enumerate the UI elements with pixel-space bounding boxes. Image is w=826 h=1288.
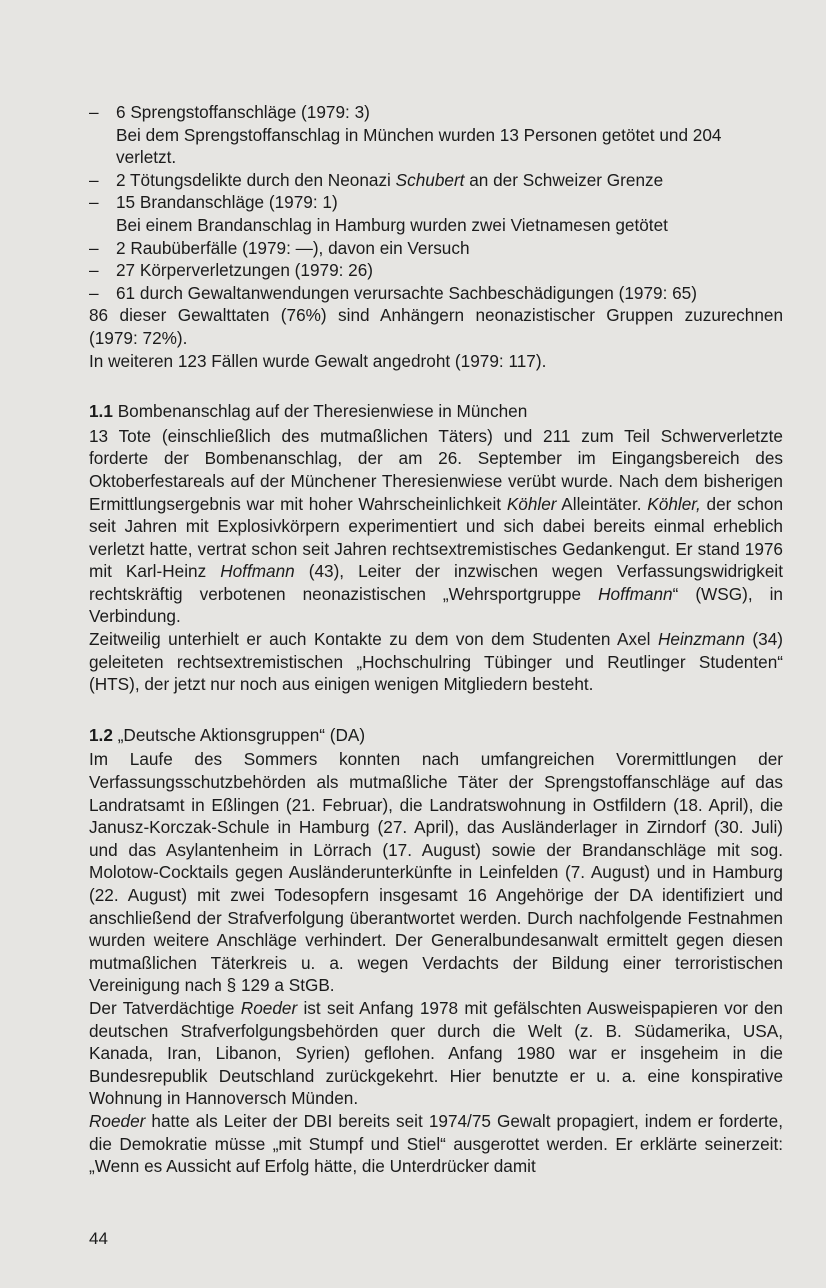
person-name: Köhler, [647,493,701,514]
body-paragraph: Roeder hatte als Leiter der DBI bereits seit 1974/75 Gewalt propagiert, indem er forderte, die Demokratie müsse „mit Stumpf und Stiel“ ausgerottet werden. Er erklärte seinerzeit: „Wenn es Aussicht auf Erfolg hätte, die Unterdrücker damit [89,1110,783,1177]
person-name: Hoffmann [598,583,673,604]
section-title: Bombenanschlag auf der Theresienwiese in München [117,401,528,422]
list-item-detail: Bei dem Sprengstoffanschlag in München wurden 13 Personen getötet und 204 verletzt. [116,124,722,168]
section-heading [89,400,783,423]
list-item: – 15 Brandanschläge (1979: 1) [89,192,338,213]
body-paragraph: Zeitweilig unterhielt er auch Kontakte zu dem von dem Studenten Axel Heinzmann (34) geleiteten rechtsextremistischen „Hochschulring Tübinger und Reutlinger Studenten“ (HTS), der jetzt nur noch aus einigen wenigen Mitgliedern besteht. [89,629,784,695]
list-item-detail: Bei einem Brandanschlag in Hamburg wurden zwei Vietnamesen getötet [116,214,668,235]
section-number: 1.1 [89,401,113,422]
person-name: Köhler [506,493,557,514]
body-paragraph: Der Tatverdächtige Roeder ist seit Anfang 1978 mit gefälschten Ausweispapieren vor den deutschen Strafverfolgungsbehörden quer durch die Welt (z. B. Südamerika, USA, Kanada, Iran, Libanon, Syrien) geflohen. Anfang 1980 war er insgeheim in die Bundesrepublik Deutschland zurückgekehrt. Hier benutzte er u. a. eine konspirative Wohnung in Hannoversch Münden. [89,997,783,1109]
section-number: 1.2 [89,724,113,745]
body-paragraph: 13 Tote (einschließlich des mutmaßlichen Täters) und 211 zum Teil Schwerverletzte forderte der Bombenanschlag, der am 26. September im Eingangsbereich des Oktoberfestareals auf der Münchener Theresienwiese verübt wurde. Nach dem bisherigen Ermittlungsergebnis war mit hoher Wahrscheinlichkeit Köhler Alleintäter. Köhler, der schon seit Jahren mit Explosivkörpern experimentiert und sich dabei bereits einmal erheblich verletzt hatte, vertrat schon seit Jahren rechtsextremistisches Gedankengut. Er stand 1976 mit Karl-Heinz Hoffmann (43), Leiter der inzwischen wegen Verfassungswidrigkeit rechtskräftig verbotenen neonazistischen „Wehrsportgruppe Hoffmann“ (WSG), in Verbindung. [89,425,783,627]
list-item: – 6 Sprengstoffanschläge (1979: 3) [89,102,370,122]
list-item: – 27 Körperverletzungen (1979: 26) [89,260,374,281]
list-item: – 61 durch Gewaltanwendungen verursachte Sachbeschädigungen (1979: 65) [89,282,697,303]
summary-paragraph: 86 dieser Gewalttaten (76%) sind Anhängern neonazistischer Gruppen zuzurechnen (1979: 72%). [89,305,783,348]
person-name: Hoffmann [220,561,295,582]
page-content [89,101,783,1178]
section-heading [89,724,783,747]
section-title: „Deutsche Aktionsgruppen“ (DA) [117,724,366,745]
person-name: Roeder [89,1110,146,1131]
list-item: – 2 Raubüberfälle (1979: —), davon ein Versuch [89,237,470,258]
person-name: Heinzmann [657,629,745,650]
body-paragraph: Im Laufe des Sommers konnten nach umfangreichen Vorermittlungen der Verfassungsschutzbehörden als mutmaßliche Täter der Sprengstoffanschläge auf das Landratsamt in Eßlingen (21. Februar), die Landratswohnung in Ostfildern (18. April), die Janusz-Korczak-Schule in Hamburg (27. April), das Ausländerlager in Zirndorf (30. Juli) und das Asylantenheim in Lörrach (17. August) sowie der Brandanschläge mit sog. Molotow-Cocktails gegen Ausländerunterkünfte in Leinfelden (7. August) und in Hamburg (22. August) mit zwei Todesopfern insgesamt 16 Angehörige der DA identifiziert und anschließend der Strafverfolgung überantwortet werden. Durch nachfolgende Festnahmen wurden weitere Anschläge verhindert. Der Generalbundesanwalt ermittelt gegen diesen mutmaßlichen Täterkreis u. a. wegen Verdachts der Bildung einer terroristischen Vereinigung nach § 129 a StGB. [89,749,783,996]
threats-paragraph: In weiteren 123 Fällen wurde Gewalt angedroht (1979: 117). [89,350,547,371]
person-name: Schubert [395,169,465,190]
page-number: 44 [89,1229,108,1248]
list-item: – 2 Tötungsdelikte durch den Neonazi Schubert an der Schweizer Grenze [89,169,664,190]
person-name: Roeder [240,997,298,1018]
